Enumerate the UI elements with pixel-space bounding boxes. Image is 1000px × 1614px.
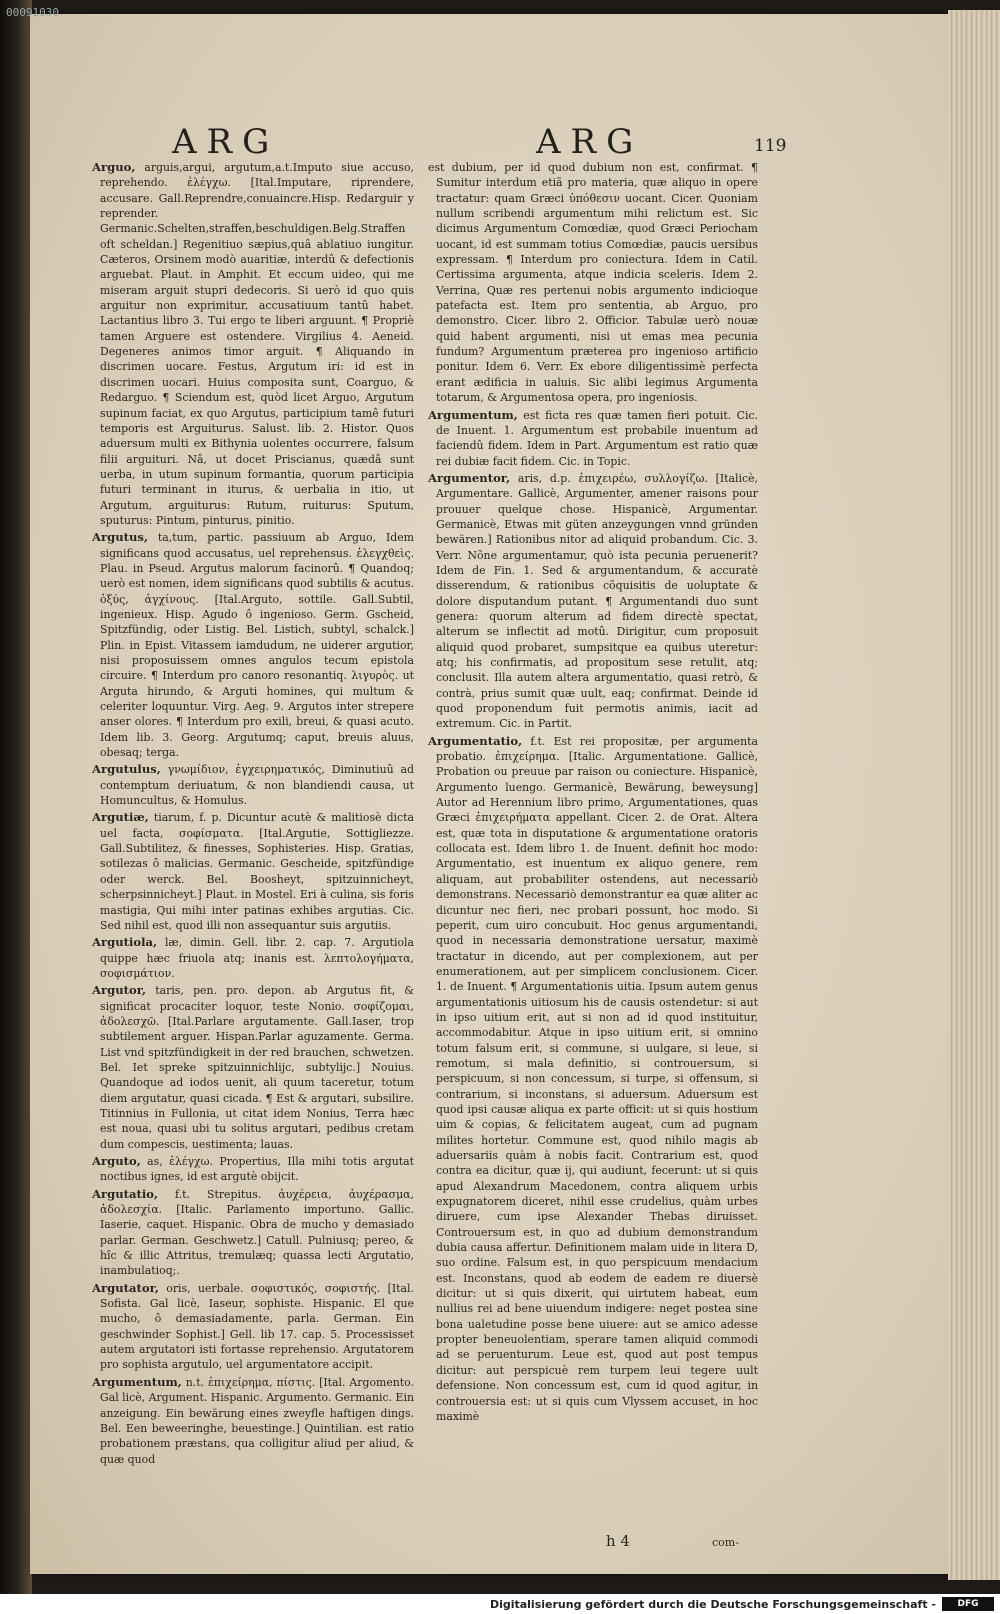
entry-lemma: Argutiola, [92,935,158,950]
entry-lemma: Argumentum, [92,1374,182,1389]
signature-mark: h 4 [606,1532,630,1550]
dfg-logo-icon: DFG [942,1597,994,1611]
catchword: com- [712,1536,739,1549]
entry-lemma: Argutulus, [92,762,161,777]
entry-lemma: Argumentatio, [428,733,523,748]
book-spine-shadow [0,0,32,1614]
entry-lemma: Argutor, [92,983,147,998]
entry-text: arguis,argui, argutum,a.t.Imputo siue accuso, reprehendo. ἐλέγχω. [Ital.Imputare, riprendere, accusare. Gall.Reprendre,conuaincre.Hisp. Redarguir y reprender. Germanic.Schelten,straffen,beschuldigen.Belg.Straffen oft scheldan.] Regenitiuo sæpius,quâ ablatiuo iungitur. Cæteros, Orsinem modò auaritiæ, interdû & defectionis arguebat. Plaut. in Amphit. Et eccum uideo, qui me miseram arguit stupri dedecoris. Si uerò id quo quis arguitur non exprimitur, accusatiuum tantû habet. Lactantius libro 3. Tui ergo te liberi arguunt. ¶ Propriè tamen Arguere est ostendere. Virgilius 4. Aeneid. Degeneres animos timor arguit. ¶ Aliquando in discrimen uocare. Festus, Argutum iri: id est in discrimen uocari. Huius composita sunt, Coarguo, & Redarguo. ¶ Sciendum est, quòd licet Arguo, Argutum supinum faciat, ex quo Argutus, participium tamê futuri temporis est Arguiturus. Salust. lib. 2. Histor. Quos aduersum multi ex Bithynia uolentes occurrere, falsum filii arguituri. Nâ, ut docet Priscianus, quædâ sunt uerba, in utum supinum formantia, quorum participia futuri terminant in iturus, & uerbalia in itio, ut Argutum, arguiturus: Rutum, ruiturus: Sputum, sputurus: Pintum, pinturus, pinitio. [100,161,414,527]
dictionary-entry [92,810,414,933]
entry-lemma: Argutiæ, [92,810,149,825]
entry-text: ta,tum, partic. passiuum ab Arguo, Idem significans quod accusatus, uel reprehensus. ἐλεγχθεὶς. Plau. in Pseud. Argutus malorum facinorû. ¶ Quandoq; uerò est nomen, idem significans quod subtilis & acutus. ὀξύς, ἀγχίνους. [Ital.Arguto, sottile. Gall.Subtil, ingenieux. Hisp. Agudo ô ingenioso. Germ. Gscheid, Spitzfündig, oder Listig. Bel. Listich, subtyl, schalck.] Plin. in Epist. Vitassem iamdudum, ne uiderer argutior, nisi proposuissem omnes angulos tecum epistola circuire. ¶ Interdum pro canoro resonantiq. λιγυρὸς. ut Arguta hirundo, & Arguti homines, qui multum & celeriter loquuntur. Virg. Aeg. 9. Argutos inter strepere anser olores. ¶ Interdum pro exili, breui, & quasi acuto. Idem lib. 3. Georg. Argutumq; caput, breuis aluus, obesaq; terga. [100,531,414,760]
entry-text: est dubium, per id quod dubium non est, confirmat. ¶ Sumitur interdum etiã pro materia, quæ aliquo in opere tractatur: quam Græci ὑπόθεσιν uocant. Cicer. Quoniam nullum scribendi argumentum mihi relictum est. Sic dicimus Argumentum Comœdiæ, quod Græci Periocham uocant, id est summam totius Comœdiæ, paucis uersibus expressam. ¶ Interdum pro coniectura. Idem in Catil. Certissima argumenta, atque indicia sceleris. Idem 2. Verrina, Quæ res pertenui nobis argumento indicioque patefacta est. Item pro sententia, ab Arguo, pro demonstro. Cicer. libro 2. Officior. Tabulæ uerò nouæ quid habent argumenti, nisi ut emas mea pecunia fundum? Argumentum præterea pro ingenioso artificio ponitur. Idem 6. Verr. Ex ebore diligentissimè perfecta erant ædificia in ualuis. Sic alibi legimus Argumenta totarum, & Argumentosa opera, pro ingeniosis. [428,161,758,405]
entry-lemma: Argumentum, [428,407,518,422]
scan-identifier: 00091030 [6,6,59,19]
running-head-left: ARG [172,122,280,162]
entry-text: f.t. Est rei propositæ, per argumenta probatio. ἐπιχείρημα. [Italic. Argumentatione. Gallicè, Probation ou preuue par raison ou coniecture. Hispanicè, Argumento luengo. Germanicè, Bewärung, beweysung] Autor ad Herennium libro primo, Argumentationes, quas Græci ἐπιχειρήματα appellant. Cicer. 2. de Orat. Altera est, quæ tota in disputatione & argumentatione oratoris collocata est. Idem libro 1. de Inuent. definit hoc modo: Argumentatio, est inuentum ex aliquo genere, rem aliquam, aut probabiliter ostendens, aut necessariò demonstrans. Necessariò demonstrantur ea quæ aliter ac dicuntur nec fieri, nec probari possunt, hoc modo. Si peperit, cum uiro concubuit. Hoc genus argumentandi, quod in necessaria demonstratione uersatur, maximè tractatur in dicendo, aut per complexionem, aut per enumerationem, aut per simplicem conclusionem. Cicer. 1. de Inuent. ¶ Argumentationis uitia. Ipsum autem genus argumentationis uitiosum his de causis ostendetur: si aut in ipso uitium erit, aut si non ad id quod instituitur, accommodabitur. Atque in ipso uitium erit, si omnino totum falsum erit, si commune, si uulgare, si leue, si remotum, si mala definitio, si controuersum, si perspicuum, si non concessum, si turpe, si offensum, si contrarium, si inconstans, si aduersum. Aduersum est quod ipsi causæ aliqua ex parte officit: ut si quis hostium uim & copias, & felicitatem augeat, cum ad pugnam milites hortetur. Commune est, quod nihilo magis ab aduersariis quàm à nobis facit. Contrarium est, quod contra ea dicitur, quæ ij, qui audiunt, fecerunt: ut si quis apud Alexandrum Macedonem, contra aliquem urbis expugnatorem diceret, nihil esse crudelius, quàm urbes diruere, cum ipse Alexander Thebas diruisset. Controuersum est, in quo ad dubium demonstrandum dubia causa affertur. Definitionem malam uide in litera D, suo ordine. Falsum est, in quo perspicuum mendacium est. Inconstans, quod ab eodem de eadem re diuersè dicitur: ut si quis dixerit, qui uirtutem habeat, eum nullius rei ad bene uiuendum indigere: neget postea sine bona ualetudine posse bene uiuere: aut se amico adesse propter beneuolentiam, sperare tamen aliquid commodi ad se peruenturum. Leue est, quod aut post tempus dicitur: aut perspicuè rem turpem leui tegere uult defensione. Non concessum est, cum id quod agitur, in controuersia est: ut si quis cum Vlyssem accuset, in hoc maximè [436,734,758,1423]
entry-lemma: Argumentor, [428,470,511,485]
entry-text: n.t. ἐπιχείρημα, πίστις. [Ital. Argomento. Gal licè, Argument. Hispanic. Argumento. Germanic. Ein anzeigung. Ein bewärung eines zweyfle haftigen dings. Bel. Een beweeringhe, beuestinge.] Quintilian. est ratio probationem præstans, qua colligitur aliud per aliud, & quæ quod [100,1375,414,1466]
page-fore-edge [948,10,1000,1580]
entry-lemma: Argutator, [92,1280,159,1295]
entry-text: aris, d.p. ἐπιχειρέω, συλλογίζω. [Italicè, Argumentare. Gallicè, Argumenter, amener raisons pour prouuer quelque chose. Hispanicè, Argumentar. Germanicè, Etwas mit güten anzeygungen vnnd gründen bewären.] Rationibus nitor ad aliquid probandum. Cic. 3. Verr. Nõne argumentamur, quò ista pecunia peruenerit? Idem de Fin. 1. Sed & argumentandum, & accuratè disserendum, & rationibus cõquisitis de uoluptate & dolore disputandum putant. ¶ Argumentandi duo sunt genera: quorum alterum ad fidem directè spectat, alterum se inflectit ad motû. Dirigitur, cum proposuit aliquid quod probaret, sumpsitque ea quibus uteretur: atq; his confirmatis, ad propositum sese retulit, atq; conclusit. Illa autem altera argumentatio, quasi retrò, & contrà, prius sumit quæ uult, eaq; confirmat. Deinde id quod proponendum fuit permotis animis, iacit ad extremum. Cic. in Partit. [436,471,758,731]
entry-lemma: Argutus, [92,530,148,545]
dictionary-entry [428,408,758,469]
dictionary-entry [92,160,414,528]
dictionary-entry [92,983,414,1152]
dictionary-entry [428,160,758,406]
entry-lemma: Arguto, [92,1154,141,1168]
entry-text: taris, pen. pro. depon. ab Argutus fit, & significat procaciter loquor, teste Nonio. σοφίζομαι, ἀδολεσχῶ. [Ital.Parlare argutamente. Gall.Iaser, trop subtilement arguer. Hispan.Parlar aguzamente. Germa. List vnd spitzfündigkeit in der red brauchen, schwetzen. Bel. Iet spreke spitzuinnichlijc, subtylijc.] Nouius. Quandoque ad iodos uenit, ali quum taceretur, totum diem argutatur, quasi cicada. ¶ Est & argutari, subsilire. Titinnius in Fullonia, ut citat idem Nonius, Terra hæc est noua, quasi ubi tu solitus argutari, pedibus cretam dum compescis, uestimenta; lauas. [100,984,414,1151]
entry-text: tiarum, f. p. Dicuntur acutè & malitiosè dicta uel facta, σοφίσματα. [Ital.Argutie, Sottigliezze. Gall.Subtilitez, & finesses, Sophisteries. Hisp. Gratias, sotilezas ô malicias. Germanic. Gescheide, spitzfündige oder werck. Bel. Boosheyt, spitzuinnicheyt, scherpsinnicheyt.] Plaut. in Mostel. Eri à culina, sis foris mastigia, Qui mihi inter patinas exhibes argutias. Cic. Sed nihil est, quod illi non assequantur suis argutiis. [100,811,414,932]
dictionary-entry [92,762,414,808]
dictionary-entry [92,1281,414,1373]
dictionary-entry [428,734,758,1424]
dictionary-entry [92,1187,414,1279]
dictionary-entry [92,1154,414,1185]
dictionary-entry [92,530,414,760]
entry-text: oris, uerbale. σοφιστικός, σοφιστής. [Ital. Sofista. Gal licè, Iaseur, sophiste. Hispanic. El que mucho, ô demasiadamente, parla. German. Ein geschwinder Sophist.] Gell. lib 17. cap. 5. Processisset autem argutatori isti fortasse reprehensio. Argutatorem pro sophista argutulo, uel argumentatore accipit. [100,1281,414,1372]
dictionary-entry [428,471,758,732]
dictionary-entry [92,935,414,981]
entry-lemma: Argutatio, [92,1186,159,1201]
right-column [428,160,758,1426]
left-column [92,160,414,1469]
entry-text: as, ἐλέγχω. Propertius, Illa mihi totis argutat noctibus ignes, id est argutè obijcit. [100,1155,414,1184]
entry-text: f.t. Strepitus. ἀυχέρεια, ἀυχέρασμα, ἀδολεσχία. [Italic. Parlamento importuno. Gallic. Iaserie, caquet. Hispanic. Obra de mucho y demasiado parlar. German. Geschwetz.] Catull. Pulniusq; pereo, & hîc & illic Attritus, tremulæq; quassa lecti Argutatio, inambulatioq;. [100,1187,414,1278]
entry-lemma: Arguo, [92,160,136,174]
digitization-footer [0,1594,1000,1614]
footer-credit: Digitalisierung gefördert durch die Deutsche Forschungsgemeinschaft - [489,1598,936,1611]
entry-text: γνωμίδιον, ἐγχειρηματικός, Diminutiuû ad contemptum deriuatum, & non blandiendi causa, ut Homuncultus, & Homulus. [100,763,414,808]
entry-text: est ficta res quæ tamen fieri potuit. Cic. de Inuent. 1. Argumentum est probabile inuentum ad faciendû fidem. Idem in Part. Argumentum est ratio quæ rei dubiæ facit fidem. Cic. in Topic. [436,408,758,468]
page-number: 119 [754,136,787,156]
entry-text: læ, dimin. Gell. libr. 2. cap. 7. Argutiola quippe hæc friuola atq; inanis est. λεπτολογήματα, σοφισμάτιον. [100,936,414,980]
dictionary-entry [92,1375,414,1467]
running-head-right: ARG [536,122,644,162]
